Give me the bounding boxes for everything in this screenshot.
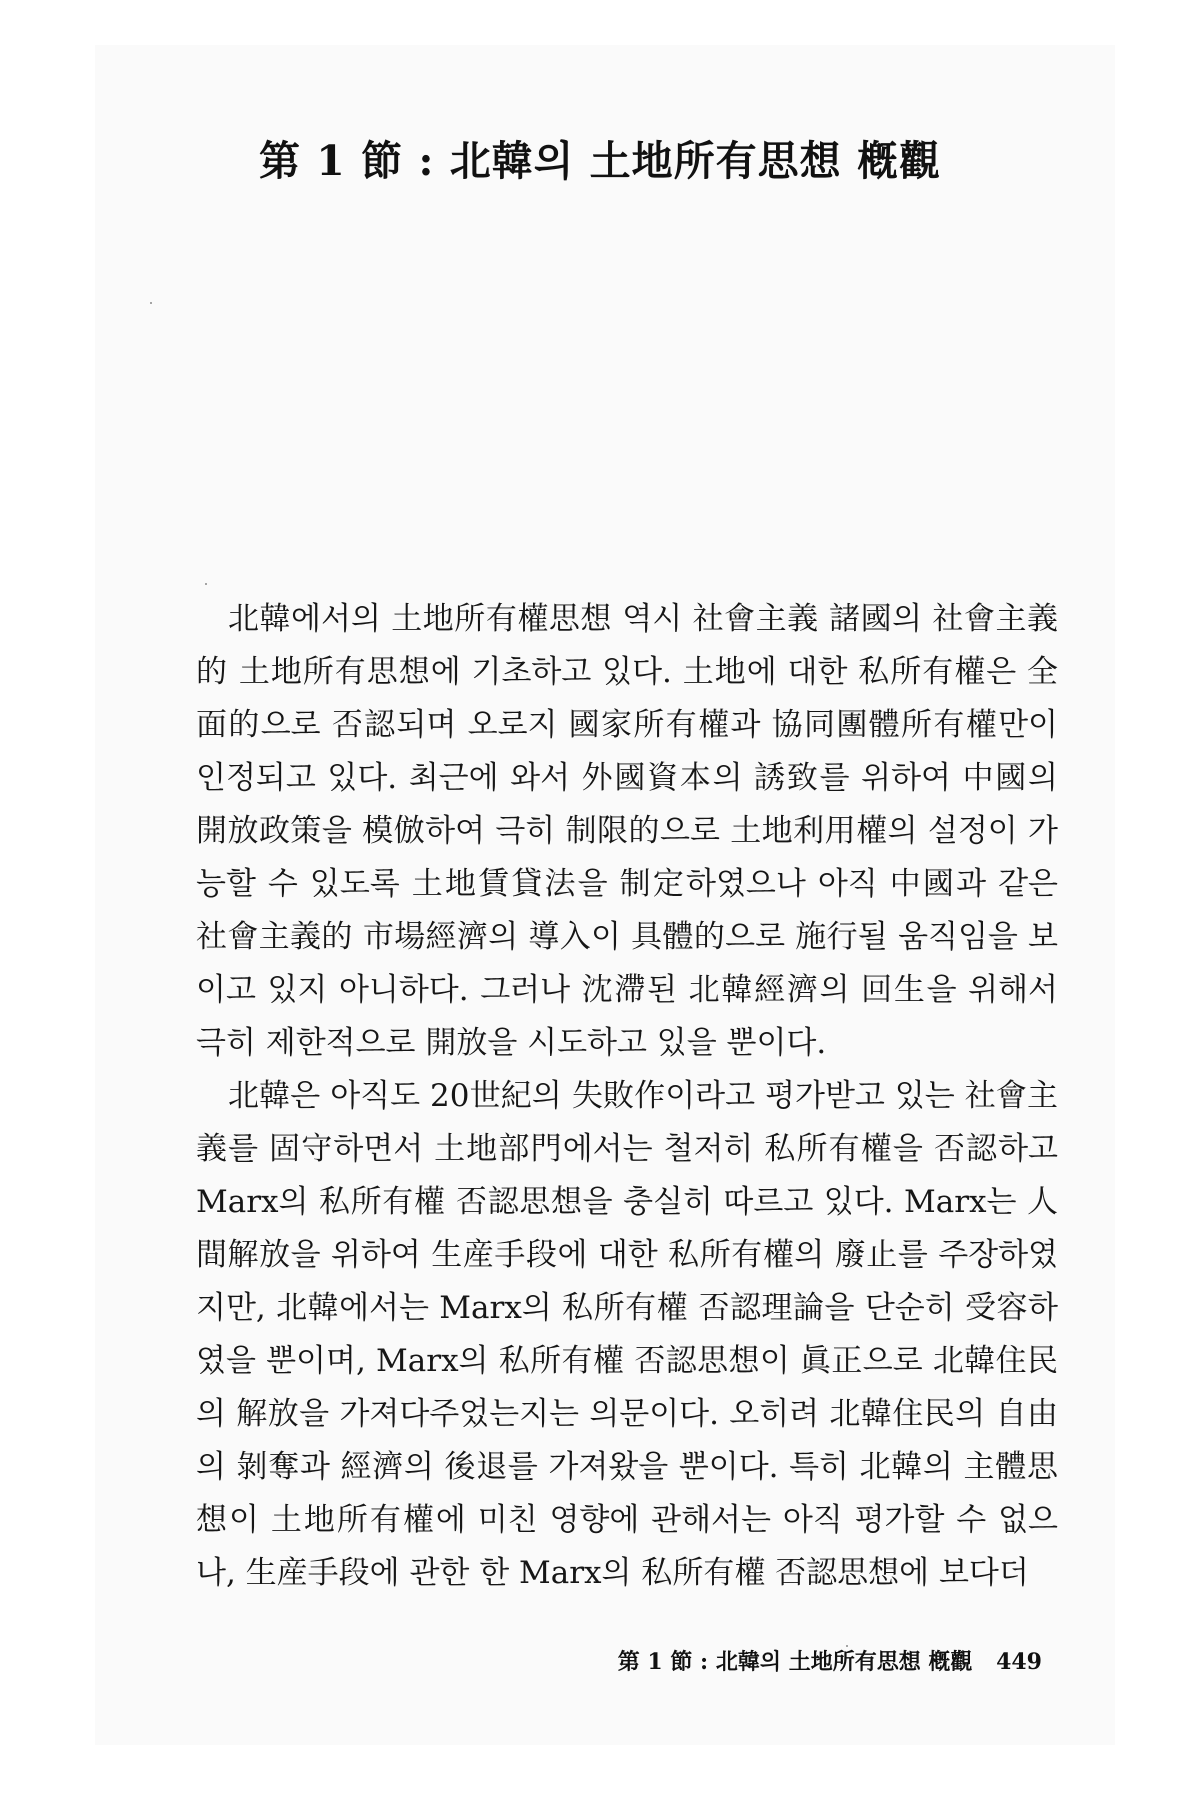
section-title: 第 1 節 : 北韓의 土地所有思想 槪觀 — [259, 137, 941, 185]
scan-speck — [150, 302, 152, 304]
running-footer — [618, 1645, 1042, 1676]
scan-speck — [846, 1645, 848, 1647]
paragraph-2: 北韓은 아직도 20世紀의 失敗作이라고 평가받고 있는 社會主義를 固守하면서 土地部門에서는 철저히 私所有權을 否認하고 Marx의 私所有權 否認思想을 충실히 따르고 있다. Marx는 人間解放을 위하여 生産手段에 대한 私所有權의 廢止를 주장하였지만, 北韓에서는 Marx의 私所有權 否認理論을 단순히 受容하였을 뿐이며, Marx의 私所有權 否認思想이 眞正으로 北韓住民의 解放을 가져다주었는지는 의문이다. 오히려 北韓住民의 自由의 剝奪과 經濟의 後退를 가져왔을 뿐이다. 특히 北韓의 主體思想이 土地所有權에 미친 영향에 관해서는 아직 평가할 수 없으나, 生産手段에 관한 한 Marx의 私所有權 否認思想에 보다더 — [196, 1078, 1058, 1591]
scan-speck — [205, 583, 207, 585]
footer-running-head: 第 1 節 : 北韓의 土地所有思想 槪觀 — [617, 1649, 973, 1675]
body-text — [196, 593, 1058, 1600]
paragraph-1: 北韓에서의 土地所有權思想 역시 社會主義 諸國의 社會主義的 土地所有思想에 기초하고 있다. 土地에 대한 私所有權은 全面的으로 否認되며 오로지 國家所有權과 協同團體所有權만이 인정되고 있다. 최근에 와서 外國資本의 誘致를 위하여 中國의 開放政策을 模倣하여 극히 制限的으로 土地利用權의 설정이 가능할 수 있도록 土地賃貸法을 制定하였으나 아직 中國과 같은 社會主義的 市場經濟의 導入이 具體的으로 施行될 움직임을 보이고 있지 아니하다. 그러나 沈滯된 北韓經濟의 回生을 위해서 극히 제한적으로 開放을 시도하고 있을 뿐이다. — [196, 601, 1058, 1061]
page-number: 449 — [996, 1649, 1042, 1675]
